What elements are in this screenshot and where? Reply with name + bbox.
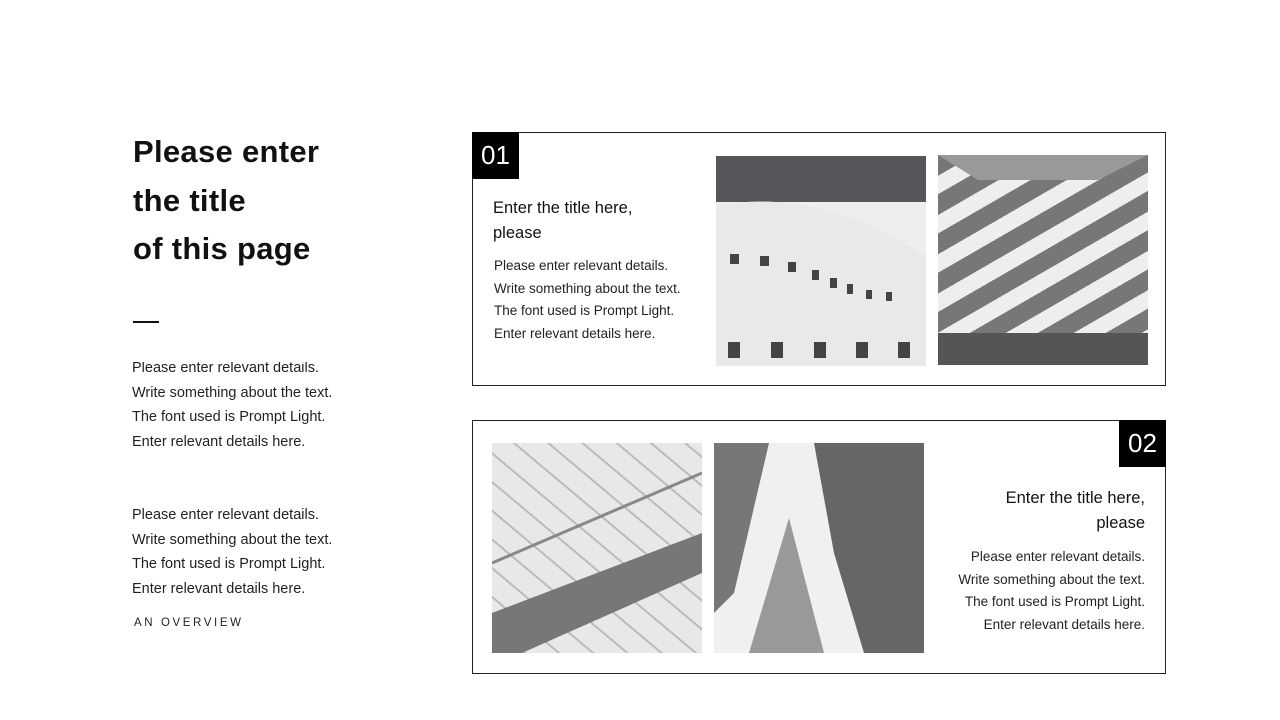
title-line: Please enter bbox=[133, 134, 320, 169]
text-line: Please enter relevant details. bbox=[494, 258, 669, 273]
paragraph-1 bbox=[132, 362, 332, 456]
overview-label: AN OVERVIEW bbox=[134, 617, 244, 629]
divider bbox=[133, 321, 159, 323]
title-line: the title bbox=[133, 182, 246, 218]
title-line: please bbox=[1096, 513, 1145, 532]
card-number: 01 bbox=[472, 132, 519, 179]
card-body bbox=[958, 546, 1145, 636]
text-line: Enter relevant details here. bbox=[494, 325, 656, 341]
text-line: Write something about the text. bbox=[494, 280, 681, 296]
text-line: The font used is Prompt Light. bbox=[132, 556, 326, 572]
text-line: The font used is Prompt Light. bbox=[132, 409, 326, 425]
card-body bbox=[494, 255, 681, 345]
text-line: Enter relevant details here. bbox=[132, 433, 306, 450]
card-title bbox=[493, 196, 632, 245]
skyscrapers-photo bbox=[714, 443, 924, 653]
card-title bbox=[1006, 486, 1145, 535]
title-line: Enter the title here, bbox=[1005, 489, 1145, 507]
text-line: Write something about the text. bbox=[132, 384, 333, 401]
text-line: Write something about the text. bbox=[958, 571, 1145, 587]
text-line: Please enter relevant details. bbox=[132, 507, 319, 523]
title-line: Enter the title here, bbox=[493, 199, 633, 217]
text-line: Enter relevant details here. bbox=[983, 616, 1145, 632]
shadow-wall-photo bbox=[938, 155, 1148, 365]
text-line: Please enter relevant details. bbox=[970, 549, 1145, 564]
card-number: 02 bbox=[1119, 420, 1166, 467]
text-line: Enter relevant details here. bbox=[132, 580, 306, 597]
paragraph-2 bbox=[132, 503, 332, 601]
text-line: The font used is Prompt Light. bbox=[494, 303, 675, 318]
page-title bbox=[133, 128, 319, 274]
text-line: The font used is Prompt Light. bbox=[964, 594, 1145, 609]
text-line: Write something about the text. bbox=[132, 531, 333, 548]
title-line: of this page bbox=[133, 231, 311, 266]
building-photo bbox=[716, 156, 926, 366]
text-line: Please enter relevant details. bbox=[132, 362, 319, 376]
glass-roof-photo bbox=[492, 443, 702, 653]
title-line: please bbox=[493, 223, 542, 242]
